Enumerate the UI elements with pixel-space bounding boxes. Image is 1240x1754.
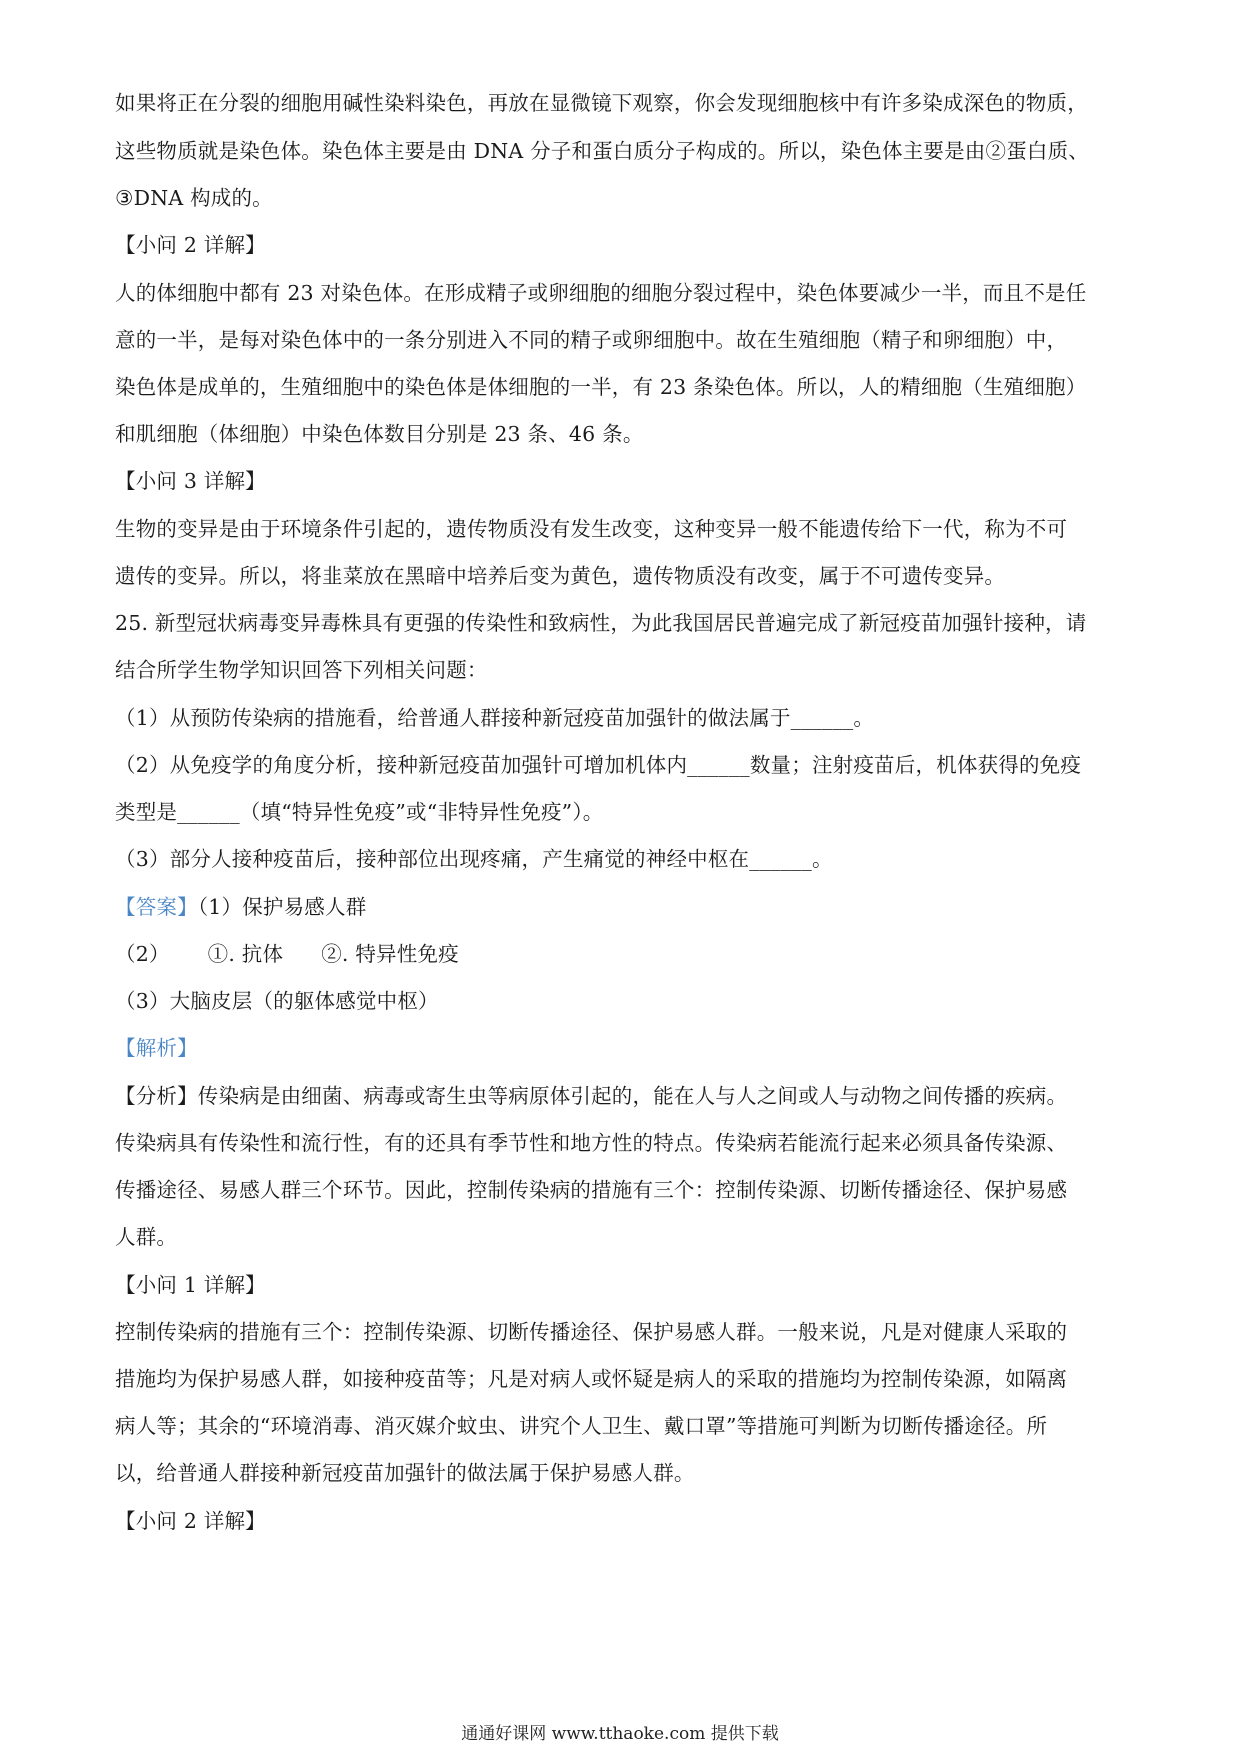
answer-line (115, 939, 1125, 969)
answer-prefix: （2） (115, 942, 170, 966)
sub-question: （3）部分人接种疫苗后，接种部位出现疼痛，产生痛觉的神经中枢在______。 (115, 847, 833, 871)
question-line: 结合所学生物学知识回答下列相关问题： (115, 658, 488, 682)
question-line: 25. 新型冠状病毒变异毒株具有更强的传染性和致病性，为此我国居民普遍完成了新冠疫苗加强针接种，请 (115, 611, 1087, 635)
sub-question: 类型是______（填“特异性免疫”或“非特异性免疫”）。 (115, 800, 604, 824)
answer-label: 【答案】 (115, 895, 198, 919)
section-heading: 【小问 2 详解】 (115, 233, 266, 257)
paragraph-line: 人的体细胞中都有 23 对染色体。在形成精子或卵细胞的细胞分裂过程中，染色体要减少一半，而且不是任 (115, 281, 1087, 305)
paragraph-line: 染色体是成单的，生殖细胞中的染色体是体细胞的一半，有 23 条染色体。所以，人的精细胞（生殖细胞） (115, 375, 1087, 399)
paragraph-line: 生物的变异是由于环境条件引起的，遗传物质没有发生改变，这种变异一般不能遗传给下一代，称为不可 (115, 517, 1068, 541)
paragraph-line: 这些物质就是染色体。染色体主要是由 DNA 分子和蛋白质分子构成的。所以，染色体主要是由②蛋白质、 (115, 139, 1090, 163)
answer-line: （3）大脑皮层（的躯体感觉中枢） (115, 989, 439, 1013)
paragraph-line: 意的一半，是每对染色体中的一条分别进入不同的精子或卵细胞中。故在生殖细胞（精子和卵细胞）中， (115, 328, 1068, 352)
section-heading: 【小问 3 详解】 (115, 469, 266, 493)
paragraph-line: ③DNA 构成的。 (115, 186, 273, 210)
page-footer: 通通好课网 www.tthaoke.com 提供下载 (461, 1724, 779, 1744)
paragraph-line: 和肌细胞（体细胞）中染色体数目分别是 23 条、46 条。 (115, 422, 644, 446)
paragraph-line: 遗传的变异。所以，将韭菜放在黑暗中培养后变为黄色，遗传物质没有改变，属于不可遗传变异。 (115, 564, 1006, 588)
sub-question: （2）从免疫学的角度分析，接种新冠疫苗加强针可增加机体内______数量；注射疫苗后，机体获得的免疫 (115, 753, 1082, 777)
paragraph-line: 措施均为保护易感人群，如接种疫苗等；凡是对病人或怀疑是病人的采取的措施均为控制传染源，如隔离 (115, 1367, 1068, 1391)
paragraph-line: 如果将正在分裂的细胞用碱性染料染色，再放在显微镜下观察，你会发现细胞核中有许多染成深色的物质， (115, 91, 1088, 115)
answer-text: （1）保护易感人群 (197, 895, 367, 919)
paragraph-line: 人群。 (115, 1225, 178, 1249)
paragraph-line: 传播途径、易感人群三个环节。因此，控制传染病的措施有三个：控制传染源、切断传播途径、保护易感 (115, 1178, 1068, 1202)
paragraph-line: 【分析】传染病是由细菌、病毒或寄生虫等病原体引起的，能在人与人之间或人与动物之间传播的疾病。 (115, 1084, 1068, 1108)
answer-line (115, 892, 1125, 922)
section-heading: 【小问 1 详解】 (115, 1273, 266, 1297)
paragraph-line: 以，给普通人群接种新冠疫苗加强针的做法属于保护易感人群。 (115, 1461, 695, 1485)
analysis-label: 【解析】 (115, 1036, 198, 1060)
paragraph-line: 控制传染病的措施有三个：控制传染源、切断传播途径、保护易感人群。一般来说，凡是对健康人采取的 (115, 1320, 1068, 1344)
section-heading: 【小问 2 详解】 (115, 1509, 266, 1533)
answer-item: ①. 抗体 (207, 942, 284, 966)
paragraph-line: 传染病具有传染性和流行性，有的还具有季节性和地方性的特点。传染病若能流行起来必须具备传染源、 (115, 1131, 1068, 1155)
paragraph-line: 病人等；其余的“环境消毒、消灭媒介蚊虫、讲究个人卫生、戴口罩”等措施可判断为切断传播途径。所 (115, 1414, 1048, 1438)
sub-question: （1）从预防传染病的措施看，给普通人群接种新冠疫苗加强针的做法属于______。 (115, 706, 875, 730)
answer-item: ②. 特异性免疫 (321, 942, 459, 966)
